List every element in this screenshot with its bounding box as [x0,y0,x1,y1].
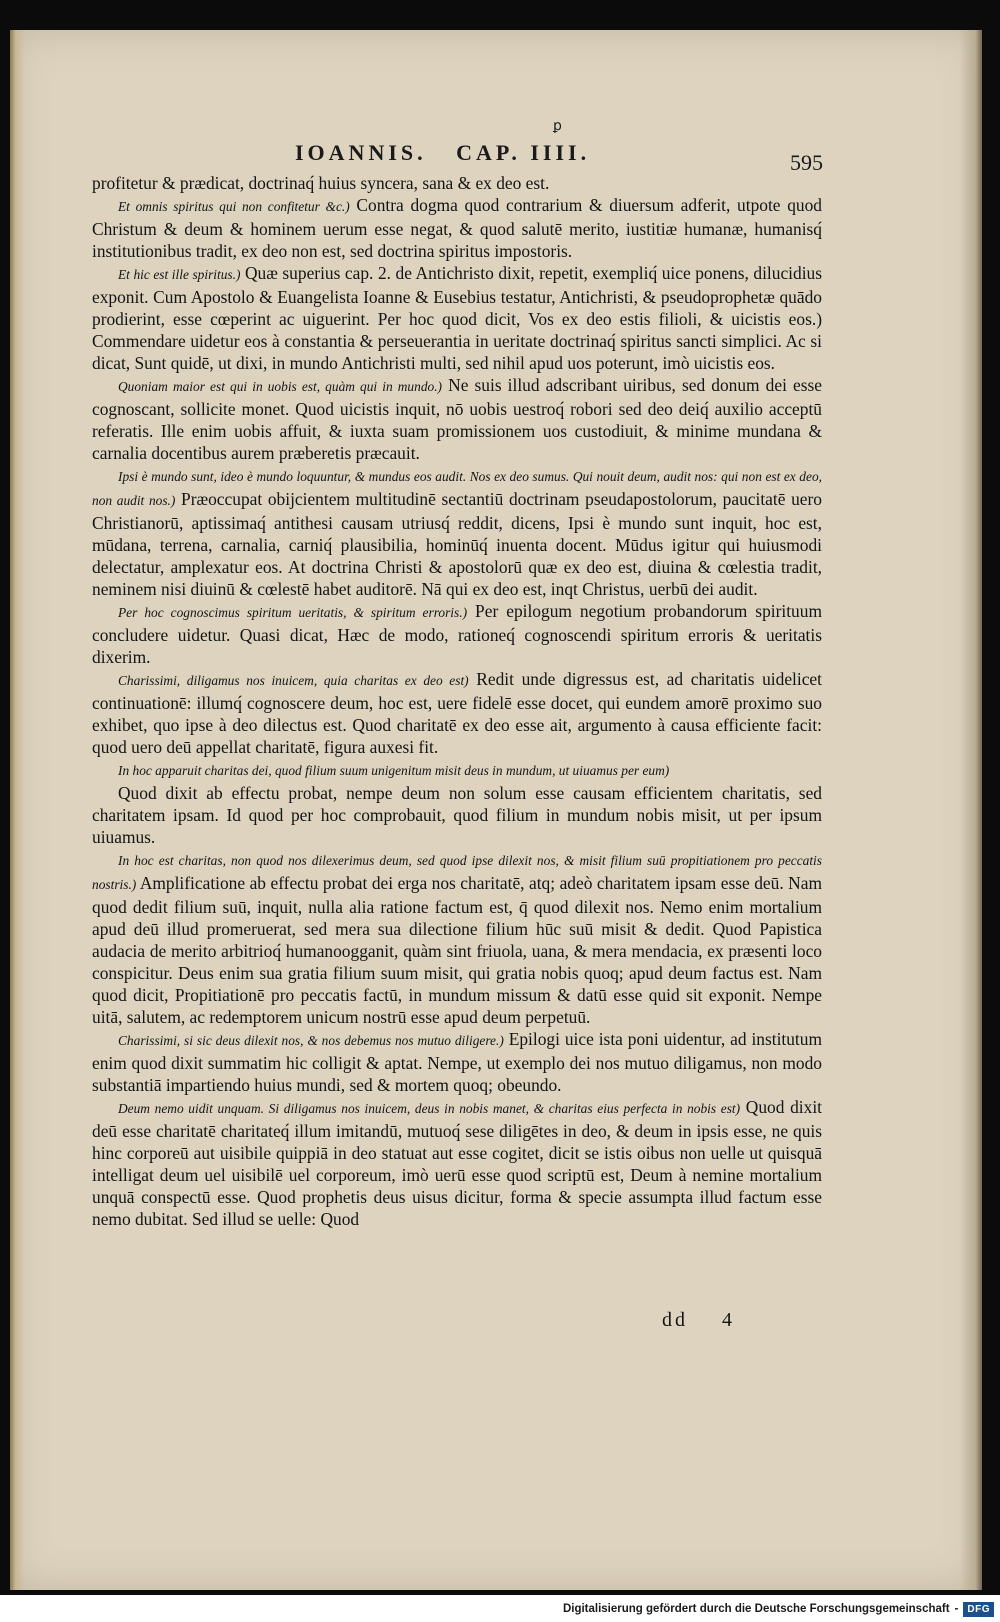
paragraph [92,172,822,194]
page-outer-edge [960,30,982,1590]
lemma: Et hic est ille spiritus.) [118,267,241,282]
paragraph [92,848,822,1028]
paragraph [92,374,822,464]
paragraph-text: Contra dogma quod contrarium & diuersum adferit, utpote quod Christum & deum & hominem uerum esse negat, & quod salutē merito, iustitiæ humanæ, humanisq́ institutionibus tradit, ex deo non est, sed doctrina spiritus impostoris. [92,195,822,261]
folio-number: 595 [790,150,823,175]
digitization-footer [563,1599,994,1619]
page-gutter-edge [10,30,24,1590]
lemma: Et omnis spiritus qui non confitetur &c.) [118,199,350,214]
dfg-logo: DFG [963,1602,994,1617]
paragraph [92,262,822,374]
paragraph-text: Ne suis illud adscribant uiribus, sed donum dei esse cognoscant, sollicite monet. Quod uicistis inquit, nō uobis uestroq́ robori sed deo deiq́ auxilio acceptū referatis. Ille enim uobis affuit, & iuxta suam promissionem uos custodiuit, & minime mundana & carnalia docentibus aurem præberetis præcauit. [92,375,822,463]
paragraph-text: Quod dixit ab effectu probat, nempe deum non solum esse causam efficientem charitatis, sed charitatem ipsam. Id quod per hoc comprobauit, quod filium in mundum nobis misit, ut per ipsum uiuamus. [92,783,822,847]
lemma: Deum nemo uidit unquam. Si diligamus nos inuicem, deus in nobis manet, & charitas eius perfecta in nobis est) [118,1101,741,1116]
paragraph-text: Quæ superius cap. 2. de Antichristo dixit, repetit, exempliq́ uice ponens, dilucidius exponit. Cum Apostolo & Euangelista Ioanne & Eusebius testatur, Antichristi, & pseudoprophetæ quādo prodierint, esse cœperint ac uiguerint. Per hoc quod dicit, Vos ex deo estis filioli, & uicistis eos.) Commendare uidetur eos à constantia & perseuerantia in ueritate doctrinaq́ spiritus sancti simplici. Ac si dicat, Sunt quidē, ut dixi, in mundo Antichristi multi, sed nihil apud uos poterunt, imò uicistis eos. [92,263,822,373]
paragraph [92,1028,822,1096]
dash: - [954,1603,959,1615]
paragraph-text: Amplificatione ab effectu probat dei erga nos charitatē, atq; adeò charitatem ipsam esse deū. Nam quod dedit filium suū, inquit, nulla alia ratione factum est, q̄ quod dilexit nos. Nemo enim mortalium apud deū illud promeruerat, sed mera sua dilectione filium hūc suū misit & dedit. Quod Papistica audacia de merito arbitrioq́ humanoogganit, quàm sint friuola, uana, & mera mendacia, ex præsenti loco conspicitur. Deus enim sua gratia filium suum misit, qui gratia nobis quoq; apud deum factus est. Nam quod dicit, Propitiationē pro peccatis factū, in mundum missum & datū esse quid sit exponit. Nempe uitā, salutem, ac redemptorem unicum nostrū esse apud deum perpetuū. [92,873,822,1027]
paragraph-text: Quod dixit deū esse charitatē charitateq́ illum imitandū, mutuoq́ sese diligētes in deo, & deum in ipsis esse, ne quis hinc corporeū aut uisibile quippiā in deo statuat aut esse cogitet, dicit se istis oibus non uelle ut quisquā intelligat deum uel uisibilē uel corporeum, imò uerū esse quod scriptū est, Deum à nemine mortalium unquā conspectū esse. Quod prophetis deus uisus dicitur, forma & specie assumpta illud factum esse nemo dubitat. Sed illud se uelle: Quod [92,1097,822,1229]
running-head [295,140,590,166]
paragraph [92,668,822,758]
paragraph-text: Epilogi uice ista poni uidentur, ad institutum enim quod dixit summatim hic colligit & aptat. Nempe, ut exemplo dei nos mutuo diligamus, non modo substantiā impartiendo huius mundi, sed & mortem quoq; obeundo. [92,1029,822,1095]
paragraph [92,1096,822,1230]
lemma: Quoniam maior est qui in uobis est, quàm qui in mundo.) [118,379,443,394]
paragraph [92,464,822,600]
signature-letters: dd [662,1309,688,1331]
paragraph [92,600,822,668]
body-text [92,172,822,1230]
lemma: Per hoc cognoscimus spiritum ueritatis, & spiritum erroris.) [118,605,468,620]
lemma: Ipsi è mundo sunt, ideo è mundo loquuntur, & mundus eos audit. Nos ex deo sumus. Qui nouit deum, audit nos: qui non est ex deo, non audit nos.) [92,469,822,508]
lemma: In hoc apparuit charitas dei, quod filium suum unigenitum misit deus in mundum, ut uiuamus per eum) [118,763,670,778]
lemma: In hoc est charitas, non quod nos dilexerimus deum, sed quod ipse dilexit nos, & misit filium suū propitiationem pro peccatis nostris.) [92,853,822,892]
top-mark: ꝑ [553,119,562,134]
paragraph [92,782,822,848]
paragraph-text: Redit unde digressus est, ad charitatis uidelicet continuationē: illumq́ cognoscere deum, hoc est, uere fidelē esse docet, qui eundem amorē proximo suo exhibet, quo ipse à deo dilectus est. Quod charitatē ex deo esse ait, argumento à causa efficiente facit: quod uero deū appellat charitatē, figura auxesi fit. [92,669,822,757]
lemma: Charissimi, si sic deus dilexit nos, & nos debemus nos mutuo diligere.) [118,1033,504,1048]
paragraph-text: profitetur & prædicat, doctrinaq́ huius syncera, sana & ex deo est. [92,173,550,193]
footer-text: Digitalisierung gefördert durch die Deutsche Forschungsgemeinschaft [562,1603,950,1615]
running-head-right: CAP. IIII. [456,140,591,165]
signature-number: 4 [722,1309,735,1331]
paragraph [92,758,822,782]
paragraph [92,194,822,262]
running-head-left: IOANNIS. [295,140,427,165]
paragraph-text: Per epilogum negotium probandorum spirituum concludere uidetur. Quasi dicat, Hæc de modo, rationeq́ cognoscendi spiritum erroris & ueritatis dixerim. [92,601,822,667]
paragraph-text: Præoccupat obijcientem multitudinē sectantiū doctrinam pseudapostolorum, paucitatē uero Christianorū, aptissimaq́ antithesi causam utriusq́ reddit, dicens, Ipsi è mundo sunt inquit, hoc est, mūdana, terrena, carnalia, carniq́ plausibilia, hominūq́ inuenta docent. Mūdus igitur qui huiusmodi delectatur, amplexatur eos. At doctrina Christi & apostolorū quæ ex deo est, diuina & cœlestia tradit, neminem nisi diuinū & cœlestē habet auditorē. Nā qui ex deo est, inqt Christus, uerbū dei audit. [92,489,822,599]
lemma: Charissimi, diligamus nos inuicem, quia charitas ex deo est) [118,673,469,688]
signature-mark [662,1309,735,1332]
